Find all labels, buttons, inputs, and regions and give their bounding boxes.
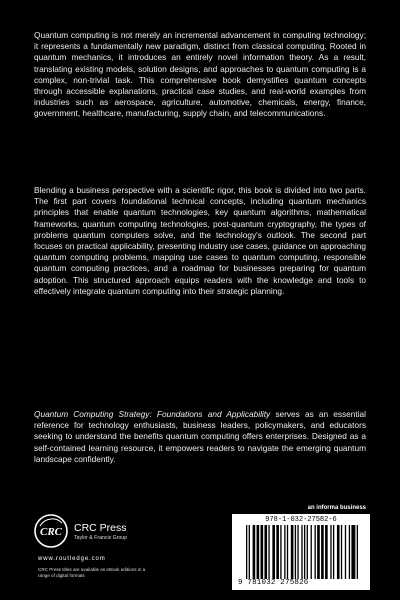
- barcode-digits: 9 781032 275826: [238, 579, 309, 587]
- barcode-bar: [351, 525, 354, 579]
- barcode-bar: [354, 525, 355, 579]
- barcode-bar: [321, 525, 324, 579]
- barcode-bar: [280, 525, 281, 579]
- barcode-icon: [244, 525, 360, 579]
- barcode-bar: [333, 525, 334, 579]
- barcode-bar: [291, 525, 294, 579]
- barcode-bar: [345, 525, 346, 579]
- barcode-bar: [315, 525, 316, 579]
- barcode-bar: [272, 525, 275, 579]
- crc-logo-icon: [34, 514, 68, 548]
- barcode-bar: [330, 525, 331, 579]
- barcode-bar: [337, 525, 340, 579]
- barcode-bar: [295, 525, 296, 579]
- svg-text:CRC: CRC: [39, 526, 63, 538]
- barcode-bar: [249, 525, 250, 579]
- description-paragraph-3-rest: serves as an essential reference for technology enthusiasts, business leaders, policymakers, and educators seeking to understand the benefits quantum computing offers enterprises. Designed as a self-contained learning resource, it empowers readers to navigate the emerging quantum landscape confidently.: [34, 409, 366, 464]
- barcode-bar: [357, 525, 358, 579]
- barcode-bar: [307, 525, 308, 579]
- barcode-bar: [287, 525, 288, 579]
- isbn-barcode: [232, 514, 370, 590]
- barcode-bar: [311, 525, 312, 579]
- description-paragraph-3: [34, 409, 366, 465]
- crc-press-logo: [34, 514, 154, 556]
- barcode-bar: [341, 525, 342, 579]
- barcode-bar: [268, 525, 269, 579]
- barcode-bar: [297, 525, 298, 579]
- barcode-bar: [301, 525, 302, 579]
- book-title-italic: Quantum Computing Strategy: Foundations and Applicability: [34, 409, 271, 419]
- description-paragraph-1: Quantum computing is not merely an incremental advancement in computing technology; it represents a fundamentally new paradigm, distinct from classical computing. Rooted in quantum mechanics, it introduces an entirely novel information theory. As a result, translating existing models, solution designs, and approaches to quantum computing is a complex, non-trivial task. This comprehensive book demystifies quantum concepts through accessible explanations, practical case studies, and real-world examples from industries such as aerospace, agriculture, automotive, chemicals, energy, finance, government, healthcare, manufacturing, supply chain, and telecommunications.: [34, 30, 366, 119]
- ebook-availability-note: CRC Press titles are available as eBook editions in a range of digital formats: [38, 567, 146, 579]
- barcode-bar: [257, 525, 260, 579]
- barcode-bar: [349, 525, 350, 579]
- isbn-label: 978-1-032-27582-6: [265, 516, 337, 524]
- barcode-bar: [253, 525, 256, 579]
- barcode-bar: [264, 525, 267, 579]
- description-paragraph-2: Blending a business perspective with a scientific rigor, this book is divided into two parts. The first part covers foundational technical concepts, including quantum mechanics principles that enable quantum technologies, key quantum algorithms, mathematical frameworks, quantum computing technologies, post-quantum cryptography, the types of problems quantum computers solve, and the technology's outlook. The second part focuses on practical applicability, presenting industry use cases, guidance on approaching quantum computing problems, mapping use cases to quantum computing, responsible quantum computing practices, and a roadmap for businesses preparing for quantum adoption. This structured approach equips readers with the knowledge and tools to effectively integrate quantum computing into their strategic planning.: [34, 185, 366, 296]
- barcode-bar: [317, 525, 320, 579]
- publisher-name: CRC Press: [74, 522, 127, 534]
- informa-business-tag: an informa business: [307, 505, 366, 511]
- publisher-subtitle: Taylor & Francis Group: [74, 535, 128, 541]
- barcode-bar: [260, 525, 263, 579]
- barcode-bar: [325, 525, 328, 579]
- publisher-website-link[interactable]: www.routledge.com: [38, 556, 106, 562]
- barcode-bar: [284, 525, 285, 579]
- barcode-bar: [246, 525, 247, 579]
- barcode-bar: [276, 525, 279, 579]
- barcode-bar: [304, 525, 305, 579]
